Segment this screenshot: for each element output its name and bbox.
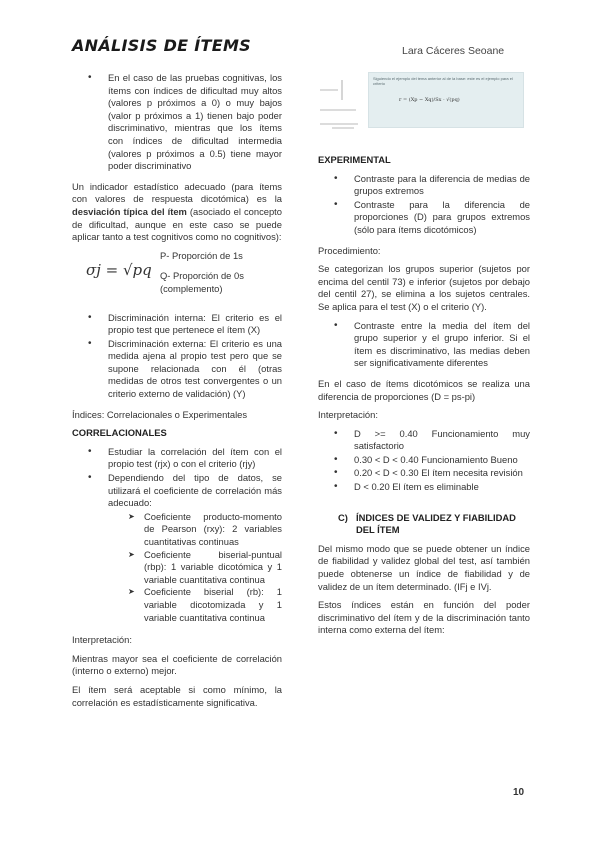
left-column [72, 72, 282, 715]
indices-text: Índices: Correlacionales o Experimentales [72, 408, 248, 420]
formula-sketch-icon [318, 76, 362, 136]
cognitive-list [72, 72, 282, 173]
page-header-author: Lara Cáceres Seoane [402, 45, 505, 57]
list-item: • 0.30 < D < 0.40 Funcionamiento Bueno [318, 454, 530, 467]
sd-formula: σj = √pq [86, 260, 152, 279]
list-item: • Contraste para la diferencia de medias de grupos extremos [318, 173, 530, 198]
figure-formula: r = (Xp − Xq)/Sx · √(pq) [399, 97, 460, 103]
list-item: • D >= 0.40 Funcionamiento muy satisfactorio [318, 428, 530, 453]
coefficients-list [72, 511, 282, 624]
list-item: • Discriminación externa: El criterio es una medida ajena al propio test pero que se supone relacionada con él (otras medidas de otros test convergentes o un criterio externo de validación) (Y) [72, 338, 282, 401]
validity-text-2: Estos índices están en función del poder discriminativo del ítem y de la discriminación tanto interna como externa del ítem: [318, 599, 530, 636]
experimental-heading: EXPERIMENTAL [318, 154, 391, 165]
correlacionales-heading: CORRELACIONALES [72, 427, 167, 439]
dichotomous-text: En el caso de ítems dicotómicos se realiza una diferencia de proporciones (D = ps-pi) [318, 377, 530, 402]
list-item: • Contraste para la diferencia de proporciones (D) para grupos extremos (sólo para ítems dicotómicos) [318, 199, 530, 237]
list-item: • Estudiar la correlación del ítem con el propio test (rjx) o con el criterio (rjy) [72, 446, 282, 471]
right-column [318, 72, 530, 643]
interpretation-text-2: El ítem será aceptable si como mínimo, la correlación es estadísticamente significativa. [72, 683, 282, 708]
list-item: • Dependiendo del tipo de datos, se utilizará el coeficiente de correlación más adecuado: [72, 472, 282, 510]
page-number: 10 [513, 787, 525, 798]
validity-heading-number: C) [338, 511, 348, 523]
indicator-bold: desviación típica del ítem [72, 205, 187, 217]
formula-figure [318, 72, 530, 148]
discrimination-list [72, 312, 282, 401]
page-header-title: ANÁLISIS DE ÍTEMS [72, 36, 251, 55]
list-item: ➤ Coeficiente biserial-puntual (rbp): 1 variable dicotómica y 1 variable cuantitativa continua [72, 549, 282, 587]
list-item: • 0.20 < D < 0.30 El ítem necesita revisión [318, 467, 530, 480]
list-item: • Discriminación interna: El criterio es el propio test que pertenece el ítem (X) [72, 312, 282, 337]
interpretation-text-1: Mientras mayor sea el coeficiente de correlación (interno o externo) mejor. [72, 652, 282, 677]
indicator-text-end: (asociado el concepto de dificultad, aunque en este caso se puede aplicar tanto a test cognitivos como no cognitivos): [72, 205, 282, 243]
figure-caption: Siguiendo el ejemplo del tema anterior al de la base: este es el ejemplo para el criterio [373, 76, 513, 86]
formula-block [72, 250, 282, 304]
interpretation-label: Interpretación: [72, 634, 132, 646]
experimental-list [318, 173, 530, 237]
q-definition: Q- Proporción de 0s (complemento) [160, 270, 244, 294]
formula-figure-left [318, 72, 362, 148]
validity-heading-title: ÍNDICES DE VALIDEZ Y FIABILIDAD DEL ÍTEM [356, 511, 516, 536]
indicator-paragraph [72, 181, 282, 244]
procedure-list [318, 320, 530, 370]
procedure-text: Se categorizan los grupos superior (sujetos por encima del centil 73) e inferior (sujetos por debajo del centil 27), se elimina a los sujetos centrales. Se aplica para el test (X) o el criterio (Y). [318, 263, 530, 312]
validity-text-1: Del mismo modo que se puede obtener un índice de fiabilidad y validez global del test, así también puede obtenerse un índice de fiabilidad y de validez de un ítem determinado. (IFj e IVj. [318, 542, 530, 592]
validity-heading [318, 512, 530, 537]
correlacionales-list [72, 446, 282, 510]
procedure-label: Procedimiento: [318, 244, 381, 256]
list-item: • Contraste entre la media del ítem del grupo superior y el grupo inferior. Si el ítem es discriminativo, las medias deben ser significativamente diferentes [318, 320, 530, 370]
indicator-text: Un indicador estadístico adecuado (para ítems con valores de respuesta dicotómica) es la [72, 180, 282, 205]
interpretation-list [318, 428, 530, 494]
list-item: ➤ Coeficiente biserial (rb): 1 variable dicotomizada y 1 variable cuantitativa continua [72, 586, 282, 624]
formula-figure-right [368, 72, 524, 128]
list-item: • En el caso de las pruebas cognitivas, los ítems con índices de dificultad muy altos (valores p próximos a 0) o muy bajos (valor p próximos a 1) tienen bajo poder discriminativo, mientras que los ítems con índices de dificultad intermedia (valores p próximos a 0.5) tiene mayor poder discriminativo [72, 72, 282, 173]
p-definition: P- Proporción de 1s [160, 249, 243, 261]
list-item: • D < 0.20 El ítem es eliminable [318, 481, 530, 494]
interpretation-label-right: Interpretación: [318, 409, 378, 421]
list-item: ➤ Coeficiente producto-momento de Pearson (rxy): 2 variables cuantitativas continuas [72, 511, 282, 549]
formula-definitions [160, 250, 282, 304]
